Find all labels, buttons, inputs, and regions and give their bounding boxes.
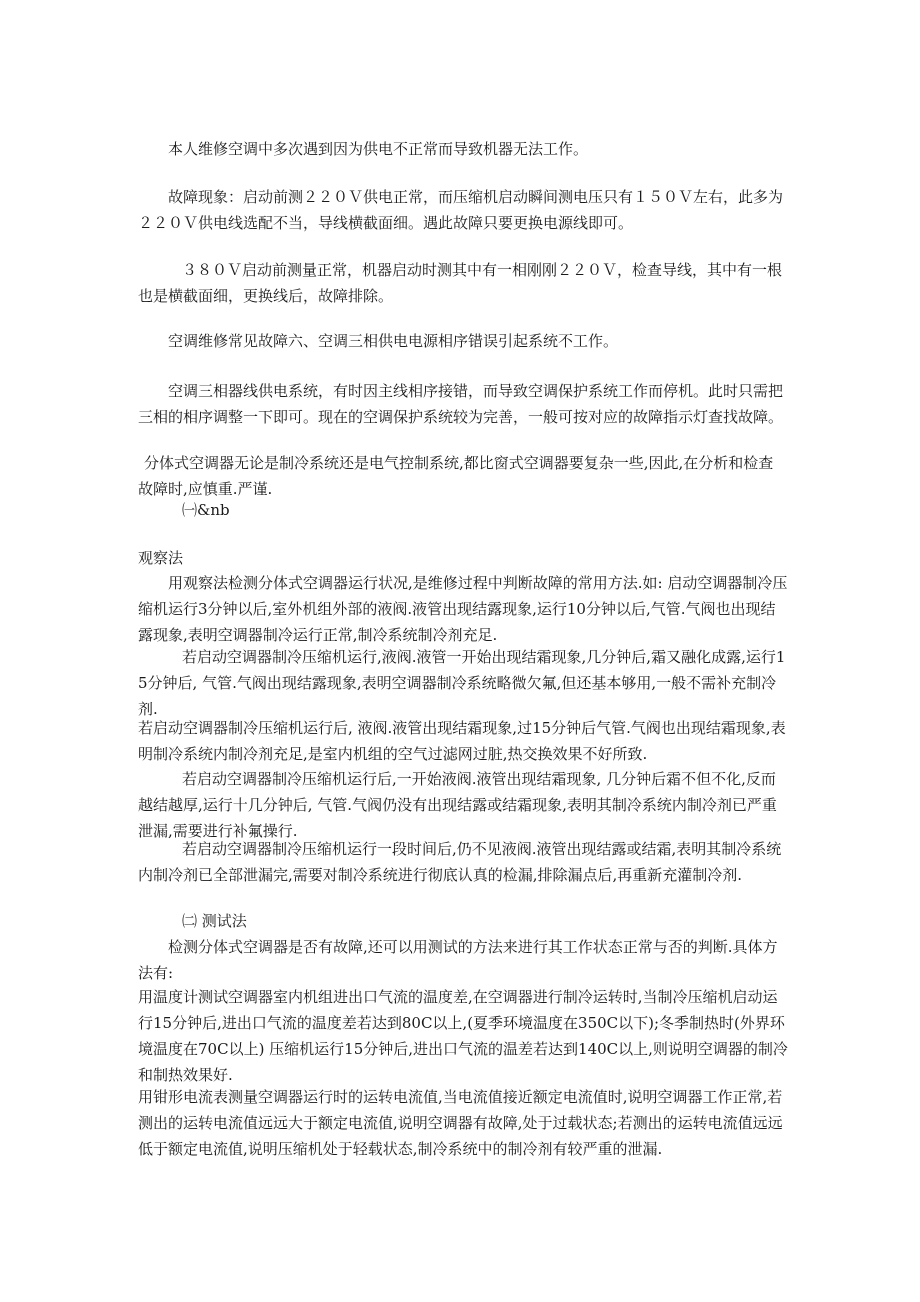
paragraph-fault-symptom: 故障现象：启动前测２２０Ｖ供电正常，而压缩机启动瞬间测电压只有１５０Ｖ左右，此多为２２０Ｖ供电线选配不当，导线横截面细。遇此故障只要更换电源线即可。 (138, 188, 784, 232)
paragraph-serious-leak: 若启动空调器制冷压缩机运行后,一开始液阀.液管出现结霜现象, 几分钟后霜不但不化,反而越结越厚,运行十几分钟后, 气管.气阀仍没有出现结露或结霜现象,表明其制冷系统内制冷剂已严重泄漏,需要进行补氟操行. (138, 770, 777, 840)
paragraph-total-leak: 若启动空调器制冷压缩机运行一段时间后,仍不见液阀.液管出现结露或结霜,表明其制冷系统内制冷剂已全部泄漏完,需要对制冷系统进行彻底认真的检漏,排除漏点后,再重新充灌制冷剂. (138, 840, 782, 884)
paragraph-fragment: ㈠&nb (182, 501, 230, 519)
paragraph-test-method: 检测分体式空调器是否有故障,还可以用测试的方法来进行其工作状态正常与否的判断.具体方法有: (138, 938, 778, 982)
paragraph-intro: 本人维修空调中多次遇到因为供电不正常而导致机器无法工作。 (168, 140, 589, 158)
paragraph-fault-six-heading: 空调维修常见故障六、空调三相供电电源相序错误引起系统不工作。 (168, 332, 619, 350)
paragraph-clamp-meter-test: 用钳形电流表测量空调器运行时的运转电流值,当电流值接近额定电流值时,说明空调器工作正常,若测出的运转电流值远远大于额定电流值,说明空调器有故障,处于过载状态;若测出的运转电流值远远低于额定电流值,说明压缩机处于轻载状态,制冷系统中的制冷剂有较严重的泄漏. (138, 1088, 783, 1158)
paragraph-dirty-filter: 若启动空调器制冷压缩机运行后, 液阀.液管出现结霜现象,过15分钟后气管.气阀也出现结霜现象,表明制冷系统内制冷剂充足,是室内机组的空气过滤网过脏,热交换效果不好所致. (138, 719, 786, 763)
paragraph-slight-shortage: 若启动空调器制冷压缩机运行,液阀.液管一开始出现结霜现象,几分钟后,霜又融化成露,运行15分钟后, 气管.气阀出现结露现象,表明空调器制冷系统略微欠氟,但还基本够用,一般不需补充制冷剂. (138, 648, 786, 718)
paragraph-thermometer-test: 用温度计测试空调器室内机组进出口气流的温度差,在空调器进行制冷运转时,当制冷压缩机启动运行15分钟后,进出口气流的温度差若达到80C以上,(夏季环境温度在350C以下);冬季制热时(外界环境温度在70C以上) 压缩机运行15分钟后,进出口气流的温差若达到140C以上,则说明空调器的制冷和制热效果好. (138, 988, 788, 1084)
paragraph-split-unit: 分体式空调器无论是制冷系统还是电气控制系统,都比窗式空调器要复杂一些,因此,在分析和检查故障时,应慎重.严谨. (138, 454, 774, 498)
paragraph-observation-method: 用观察法检测分体式空调器运行状况,是维修过程中判断故障的常用方法.如: 启动空调器制冷压缩机运行3分钟以后,室外机组外部的液阀.液管出现结露现象,运行10分钟以后,气管.气阀也出现结露现象,表明空调器制冷运行正常,制冷系统制冷剂充足. (138, 574, 788, 644)
paragraph-380v: ３８０Ｖ启动前测量正常，机器启动时测其中有一相刚刚２２０Ｖ，检查导线，其中有一根也是横截面细，更换线后，故障排除。 (138, 261, 783, 305)
paragraph-three-phase: 空调三相器线供电系统，有时因主线相序接错，而导致空调保护系统工作而停机。此时只需把三相的相序调整一下即可。现在的空调保护系统较为完善，一般可按对应的故障指示灯查找故障。 (138, 382, 784, 426)
section-heading-test: ㈡ 测试法 (182, 912, 247, 930)
section-heading-observation: 观察法 (138, 549, 184, 567)
